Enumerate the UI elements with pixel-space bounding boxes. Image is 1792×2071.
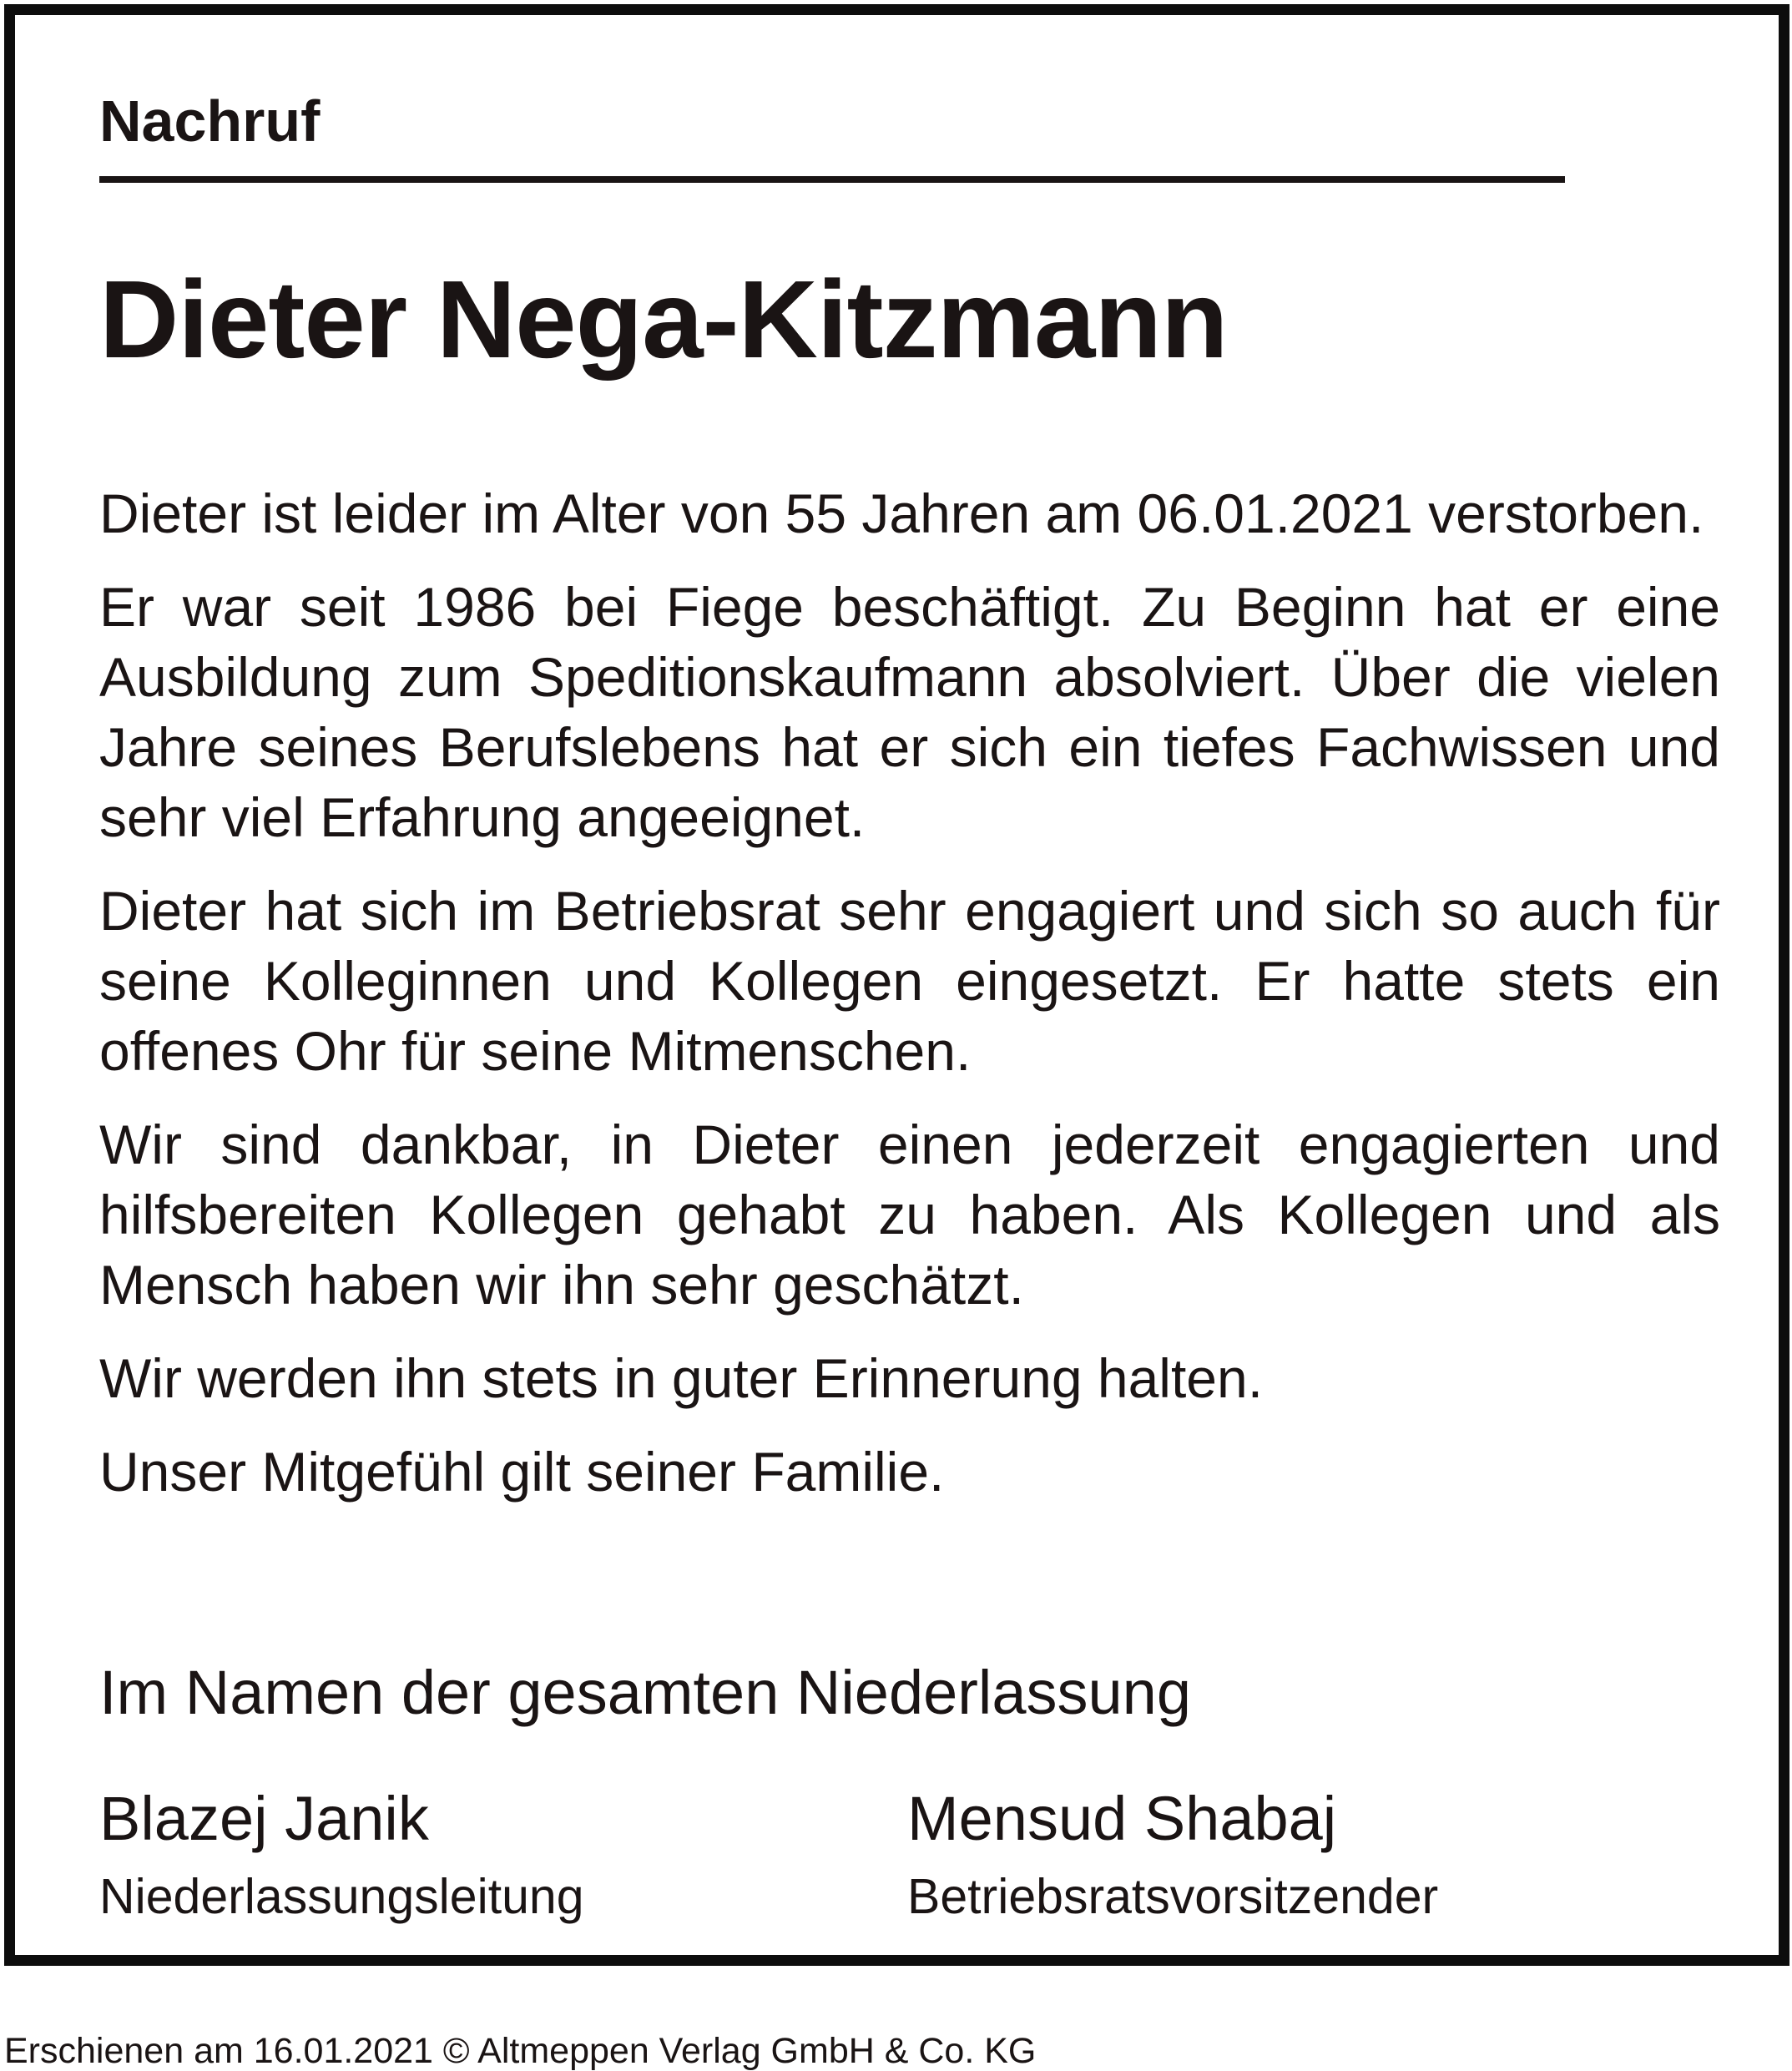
notice-label: Nachruf <box>99 88 321 154</box>
paragraph-gratitude: Wir sind dankbar, in Dieter einen jederzeit engagierten und hilfsbereiten Kollegen gehabt zu haben. Als Kollegen und als Mensch haben wir ihn sehr geschätzt. <box>99 1114 1720 1316</box>
deceased-name: Dieter Nega-Kitzmann <box>99 258 1228 381</box>
signer-role: Betriebsratsvorsitzender <box>907 1869 1439 1924</box>
closing-line: Im Namen der gesamten Niederlassung <box>99 1658 1191 1727</box>
obituary-text <box>99 478 1720 1530</box>
publication-footer: Erschienen am 16.01.2021 © Altmeppen Verlag GmbH & Co. KG <box>4 2031 1037 2071</box>
paragraph-death: Dieter ist leider im Alter von 55 Jahren am 06.01.2021 verstorben. <box>99 482 1704 544</box>
paragraph-works-council: Dieter hat sich im Betriebsrat sehr engagiert und sich so auch für seine Kolleginnen und Kollegen eingesetzt. Er hatte stets ein offenes Ohr für seine Mitmenschen. <box>99 880 1720 1082</box>
heading-rule <box>99 176 1565 183</box>
signer-name: Mensud Shabaj <box>907 1784 1337 1853</box>
paragraph-condolence: Unser Mitgefühl gilt seiner Familie. <box>99 1441 945 1503</box>
obituary-frame <box>4 4 1789 1966</box>
signer-name: Blazej Janik <box>99 1784 429 1853</box>
signer-role: Niederlassungsleitung <box>99 1869 584 1924</box>
paragraph-memory: Wir werden ihn stets in guter Erinnerung halten. <box>99 1347 1264 1409</box>
paragraph-career: Er war seit 1986 bei Fiege beschäftigt. Zu Beginn hat er eine Ausbildung zum Speditionskaufmann absolviert. Über die vielen Jahre seines Berufslebens hat er sich ein tiefes Fachwissen und sehr viel Erfahrung angeeignet. <box>99 576 1720 848</box>
